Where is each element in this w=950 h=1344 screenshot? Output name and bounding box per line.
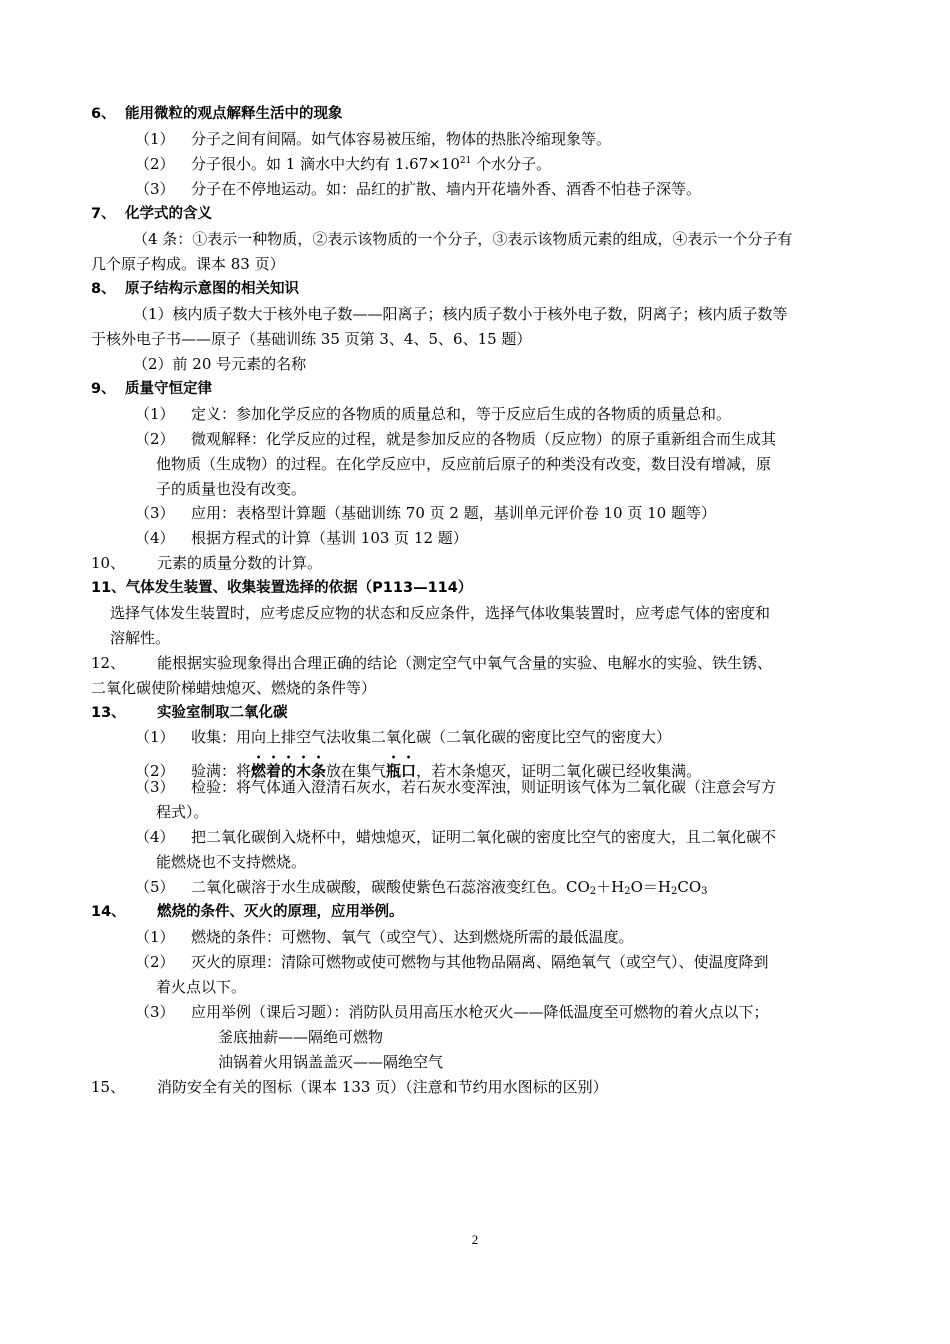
item-text: 个水分子。 <box>471 155 552 173</box>
section-number: 13、 <box>91 705 126 721</box>
item-text: 微观解释：化学反应的过程，就是参加反应的各物质（反应物）的原子重新组合而生成其 <box>191 430 777 448</box>
list-item <box>135 827 776 847</box>
item-text: 分子在不停地运动。如：品红的扩散、墙内开花墙外香、酒香不怕巷子深等。 <box>191 180 702 198</box>
section-number: 6、 <box>91 106 116 122</box>
subscript: 2 <box>624 886 631 897</box>
section-12-line <box>91 653 772 673</box>
item-text: 应用举例（课后习题）：消防队员用高压水枪灭火——降低温度至可燃物的着火点以下； <box>191 1003 769 1021</box>
item-index: （2） <box>135 953 175 971</box>
paragraph-line: 选择气体发生装置时，应考虑反应物的状态和反应条件，选择气体收集装置时，应考虑气体的密度和 <box>110 604 771 622</box>
subscript: 2 <box>589 886 597 897</box>
item-index: （3） <box>135 504 175 522</box>
item-index: （4） <box>135 529 175 547</box>
item-text: 放在集气 <box>326 762 387 780</box>
section-11-heading: 11、气体发生装置、收集装置选择的依据（P113—114） <box>91 580 473 596</box>
section-13-heading <box>91 703 288 723</box>
item-text: ，若木条熄灭，证明二氧化碳已经收集满。 <box>416 762 702 780</box>
paragraph-line: 溶解性。 <box>110 629 171 647</box>
section-title: 质量守恒定律 <box>125 381 212 397</box>
section-number: 10、 <box>91 554 126 572</box>
item-text: 灭火的原理：清除可燃物或使可燃物与其他物品隔离、隔绝氧气（或空气）、使温度降到 <box>191 953 769 971</box>
section-10-line <box>91 553 322 573</box>
section-number: 8、 <box>91 281 116 297</box>
item-continuation: 他物质（生成物）的过程。在化学反应中，反应前后原子的种类没有改变，数目没有增减，原 <box>156 455 772 473</box>
item-continuation: 能燃烧也不支持燃烧。 <box>156 853 307 871</box>
list-item <box>135 503 716 523</box>
item-index: （1） <box>135 405 175 423</box>
item-continuation: 程式）。 <box>156 803 209 821</box>
section-7-heading <box>91 204 212 224</box>
item-text: 二氧化碳溶于水生成碳酸，碳酸使紫色石蕊溶液变红色。CO <box>191 878 590 896</box>
list-item <box>135 877 708 902</box>
subscript: 2 <box>671 886 678 897</box>
section-text: 消防安全有关的图标（课本 133 页）（注意和节约用水图标的区别） <box>157 1078 608 1096</box>
list-item <box>135 404 731 424</box>
list-item <box>135 429 776 449</box>
item-continuation: 子的质量也没有改变。 <box>156 480 307 498</box>
item-text: 燃烧的条件：可燃物、氧气（或空气）、达到燃烧所需的最低温度。 <box>191 928 634 946</box>
item-index: （1） <box>135 130 175 148</box>
emphasis-text: 燃着的木条 <box>251 762 327 780</box>
section-9-heading <box>91 379 212 399</box>
list-item <box>135 777 776 797</box>
item-index: （3） <box>135 1003 175 1021</box>
item-text: 收集：用向上排空气法收集二氧化碳（二氧化碳的密度比空气的密度大） <box>191 728 672 746</box>
list-item <box>135 129 611 149</box>
paragraph-line: （4 条：①表示一种物质，②表示该物质的一个分子，③表示该物质元素的组成，④表示一个分子有 <box>133 230 793 248</box>
example-line: 油锅着火用锅盖盖灭——隔绝空气 <box>218 1053 444 1071</box>
section-title: 燃烧的条件、灭火的原理，应用举例。 <box>157 904 404 920</box>
item-continuation: 着火点以下。 <box>156 978 247 996</box>
item-index: （2） <box>135 155 175 173</box>
page-number: 2 <box>471 1232 479 1247</box>
section-text: 元素的质量分数的计算。 <box>157 554 323 572</box>
section-title: 能用微粒的观点解释生活中的现象 <box>125 106 343 122</box>
section-number: 9、 <box>91 381 116 397</box>
section-8-heading <box>91 279 299 299</box>
item-text: 验满：将 <box>191 762 252 780</box>
item-index: （3） <box>135 778 175 796</box>
section-text: 能根据实验现象得出合理正确的结论（测定空气中氧气含量的实验、电解水的实验、铁生锈、 <box>157 654 773 672</box>
section-6-heading <box>91 104 343 124</box>
section-15-line <box>91 1077 608 1097</box>
paragraph-line: （1）核内质子数大于核外电子数——阳离子；核内质子数小于核外电子数，阴离子；核内质子数等 <box>133 305 788 323</box>
emphasis-text: 瓶口 <box>386 762 417 780</box>
item-text: 根据方程式的计算（基训 103 页 12 题） <box>191 529 468 547</box>
example-line: 釜底抽薪——隔绝可燃物 <box>218 1028 384 1046</box>
item-index: （4） <box>135 828 175 846</box>
item-text: 分子很小。如 1 滴水中大约有 1.67×10 <box>191 155 460 173</box>
item-index: （1） <box>135 928 175 946</box>
exponent: 21 <box>459 156 472 166</box>
paragraph-line: （2）前 20 号元素的名称 <box>133 355 307 373</box>
paragraph-line: 几个原子构成。课本 83 页） <box>91 255 285 273</box>
section-number: 14、 <box>91 904 126 920</box>
section-number: 15、 <box>91 1078 126 1096</box>
section-14-heading <box>91 902 404 922</box>
item-index: （3） <box>135 180 175 198</box>
paragraph-line: 于核外电子书——原子（基础训练 35 页第 3、4、5、6、15 题） <box>91 330 532 348</box>
item-index: （5） <box>135 878 175 896</box>
list-item <box>135 528 468 548</box>
section-number: 7、 <box>91 206 116 222</box>
section-title: 化学式的含义 <box>125 206 212 222</box>
section-title: 实验室制取二氧化碳 <box>157 705 288 721</box>
item-text: O＝H <box>630 878 672 896</box>
item-index: （2） <box>135 430 175 448</box>
item-text: CO <box>677 878 702 896</box>
item-text: 把二氧化碳倒入烧杯中，蜡烛熄灭，证明二氧化碳的密度比空气的密度大，且二氧化碳不 <box>191 828 777 846</box>
item-text: 分子之间有间隔。如气体容易被压缩，物体的热胀冷缩现象等。 <box>191 130 612 148</box>
item-index: （2） <box>135 762 175 780</box>
item-text: 应用：表格型计算题（基础训练 70 页 2 题，基训单元评价卷 10 页 10 题等） <box>191 504 716 522</box>
paragraph-line: 二氧化碳使阶梯蜡烛熄灭、燃烧的条件等） <box>91 679 377 697</box>
list-item <box>135 1002 769 1022</box>
subscript: 3 <box>701 886 708 897</box>
item-text: 检验：将气体通入澄清石灰水，若石灰水变浑浊，则证明该气体为二氧化碳（注意会写方 <box>191 778 777 796</box>
section-number: 12、 <box>91 654 126 672</box>
item-text: 定义：参加化学反应的各物质的质量总和，等于反应后生成的各物质的质量总和。 <box>191 405 732 423</box>
list-item <box>135 927 634 947</box>
list-item <box>135 179 701 199</box>
item-index: （1） <box>135 728 175 746</box>
section-title: 原子结构示意图的相关知识 <box>125 281 299 297</box>
list-item <box>135 154 551 174</box>
item-text: ＋H <box>596 878 625 896</box>
list-item <box>135 952 769 972</box>
list-item <box>135 727 671 747</box>
